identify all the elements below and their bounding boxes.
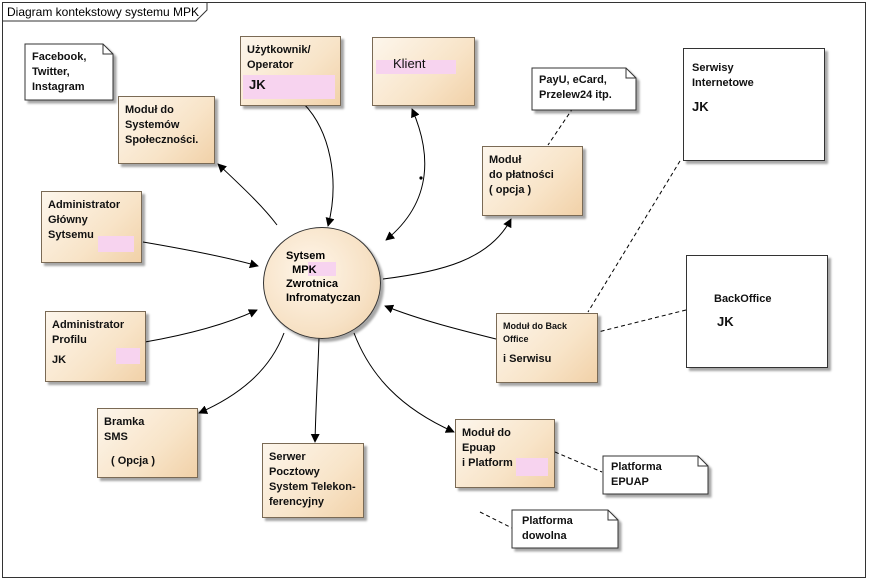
note-link-webservices [588, 161, 680, 312]
web-services-box[interactable] [683, 48, 825, 161]
user-operator-jk: JK [249, 77, 266, 92]
note-payment-providers-text: PayU, eCard, Przelew24 itp. [539, 74, 612, 101]
backoffice-jk: JK [717, 314, 734, 329]
note-payment-providers [532, 68, 636, 110]
backoffice-label: BackOffice [714, 293, 772, 305]
note-link-backoffice [598, 310, 686, 332]
link-center-to-mail [315, 338, 319, 442]
system-mpk-ellipse[interactable] [263, 227, 381, 339]
link-center-to-social [218, 164, 277, 225]
link-admin-profile-to-center [145, 310, 257, 342]
payment-module-label: Moduł do płatności ( opcja ) [489, 154, 554, 196]
backoffice-module-label-2: i Serwisu [503, 353, 552, 365]
link-center-to-epuap [354, 333, 454, 432]
mail-server-label: Serwer Pocztowy System Telekon- ferencyjny [269, 451, 356, 508]
link-center-to-payment [383, 219, 511, 279]
admin-main-label: Administrator Główny Sytsemu [48, 199, 121, 241]
link-client-center-dot [419, 176, 422, 179]
epuap-module-label: Moduł do Epuap i Platform [462, 427, 513, 469]
admin-profile-label: Administrator Profilu [52, 319, 125, 346]
note-any-platform [512, 510, 618, 548]
sms-gateway-option: ( Opcja ) [111, 455, 156, 467]
social-module-box[interactable] [118, 96, 215, 164]
user-operator-label: Użytkownik/ Operator [247, 44, 311, 71]
link-user-to-center [303, 103, 333, 226]
link-admin-main-to-center [143, 242, 258, 266]
epuap-module-box[interactable] [455, 419, 555, 488]
admin-main-box[interactable] [41, 191, 142, 263]
note-link-any-platform [480, 512, 512, 528]
admin-profile-jk: JK [52, 354, 67, 366]
note-epuap-platform [603, 456, 708, 494]
epuap-module-highlight [516, 458, 548, 476]
sms-gateway-label: Bramka SMS [104, 416, 145, 443]
web-services-jk: JK [692, 99, 709, 114]
sms-gateway-box[interactable] [97, 408, 198, 478]
link-backoffice-module-to-center [385, 306, 496, 339]
note-social-platforms [25, 44, 113, 100]
system-mpk-label: Sytsem MPK Zwrotnica Infromatyczan [286, 250, 361, 304]
note-any-platform-text: Platforma dowolna [522, 515, 573, 542]
note-epuap-platform-text: Platforma EPUAP [611, 461, 662, 488]
social-module-label: Moduł do Systemów Społeczności. [125, 104, 199, 146]
admin-profile-box[interactable] [45, 311, 146, 382]
backoffice-box[interactable] [686, 255, 828, 368]
backoffice-module-box[interactable] [496, 313, 598, 383]
link-center-to-sms [199, 333, 284, 413]
note-link-payment [548, 108, 573, 145]
note-social-platforms-text: Facebook, Twitter, Instagram [32, 51, 87, 93]
diagram-title: Diagram kontekstowy systemu MPK [7, 5, 200, 19]
web-services-label: Serwisy Internetowe [692, 62, 754, 89]
client-label: Klient [393, 56, 426, 71]
client-box[interactable] [372, 37, 475, 106]
note-link-epuap [555, 452, 602, 472]
user-operator-box[interactable] [240, 36, 341, 106]
payment-module-box[interactable] [482, 146, 583, 216]
mail-server-box[interactable] [262, 443, 364, 518]
link-client-center [386, 109, 425, 240]
admin-profile-highlight [116, 348, 140, 364]
backoffice-module-label: Moduł do Back Office [503, 321, 568, 344]
